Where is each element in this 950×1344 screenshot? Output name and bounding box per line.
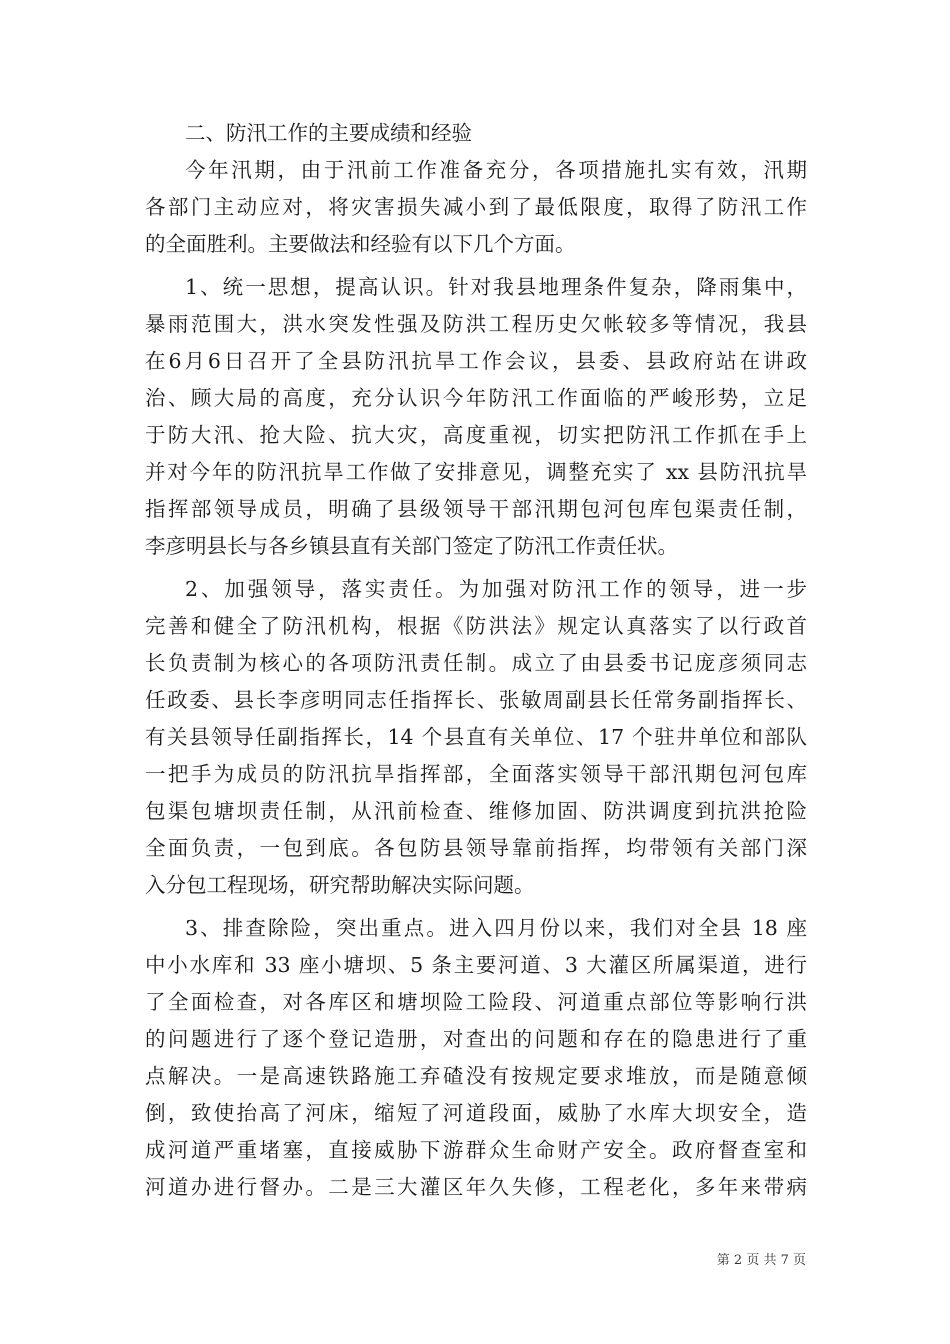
paragraph-line: 点解决。一是高速铁路施工弃碴没有按规定要求堆放，而是随意倾 [145,1064,807,1088]
paragraph-line: 包渠包塘坝责任制，从汛前检查、维修加固、防洪调度到抗洪抢险 [145,799,807,823]
paragraph-line: 河道办进行督办。二是三大灌区年久失修，工程老化，多年来带病 [145,1175,807,1199]
paragraph-line: 并对今年的防汛抗旱工作做了安排意见，调整充实了 xx 县防汛抗旱 [145,460,807,484]
paragraph-line: 暴雨范围大，洪水突发性强及防洪工程历史欠帐较多等情况，我县 [145,312,807,336]
paragraph-line: 长负责制为核心的各项防汛责任制。成立了由县委书记庞彦须同志 [145,651,807,675]
paragraph-line: 于防大汛、抢大险、抗大灾，高度重视，切实把防汛工作抓在手上 [145,423,807,447]
paragraph-line: 2、加强领导，落实责任。为加强对防汛工作的领导，进一步 [185,577,807,601]
paragraph-line: 1、统一思想，提高认识。针对我县地理条件复杂，降雨集中， [185,275,807,299]
paragraph-line: 了全面检查，对各库区和塘坝险工险段、河道重点部位等影响行洪 [145,990,807,1014]
paragraph-line: 李彦明县长与各乡镇县直有关部门签定了防汛工作责任状。 [145,534,678,558]
paragraph-line: 各部门主动应对，将灾害损失减小到了最低限度，取得了防汛工作 [145,195,807,219]
paragraph-line: 全面负责，一包到底。各包防县领导靠前指挥，均带领有关部门深 [145,836,807,860]
paragraph-line: 的问题进行了逐个登记造册，对查出的问题和存在的隐患进行了重 [145,1027,807,1051]
section-heading: 二、防汛工作的主要成绩和经验 [185,121,472,145]
paragraph-line: 中小水库和 33 座小塘坝、5 条主要河道、3 大灌区所属渠道，进行 [145,953,807,977]
paragraph-line: 治、顾大局的高度，充分认识今年防汛工作面临的严峻形势，立足 [145,386,807,410]
paragraph-line: 成河道严重堵塞，直接威胁下游群众生命财产安全。政府督查室和 [145,1138,807,1162]
paragraph-line: 今年汛期，由于汛前工作准备充分，各项措施扎实有效，汛期 [185,158,807,182]
paragraph-line: 一把手为成员的防汛抗旱指挥部，全面落实领导干部汛期包河包库 [145,762,807,786]
paragraph-line: 任政委、县长李彦明同志任指挥长、张敏周副县长任常务副指挥长、 [145,688,807,712]
paragraph-line: 在6月6日召开了全县防汛抗旱工作会议，县委、县政府站在讲政 [145,349,807,373]
paragraph-line: 倒，致使抬高了河床，缩短了河道段面，威胁了水库大坝安全，造 [145,1101,807,1125]
document-body [145,115,807,1206]
paragraph-line: 有关县领导任副指挥长，14 个县直有关单位、17 个驻井单位和部队 [145,725,807,749]
page-number: 第 2 页 共 7 页 [716,1253,806,1268]
paragraph-line: 指挥部领导成员，明确了县级领导干部汛期包河包库包渠责任制， [145,497,807,521]
paragraph-line: 入分包工程现场，研究帮助解决实际问题。 [145,873,535,897]
paragraph-line: 完善和健全了防汛机构，根据《防洪法》规定认真落实了以行政首 [145,614,807,638]
paragraph-line: 3、排查除险，突出重点。进入四月份以来，我们对全县 18 座 [185,916,807,940]
paragraph-line: 的全面胜利。主要做法和经验有以下几个方面。 [145,232,576,256]
